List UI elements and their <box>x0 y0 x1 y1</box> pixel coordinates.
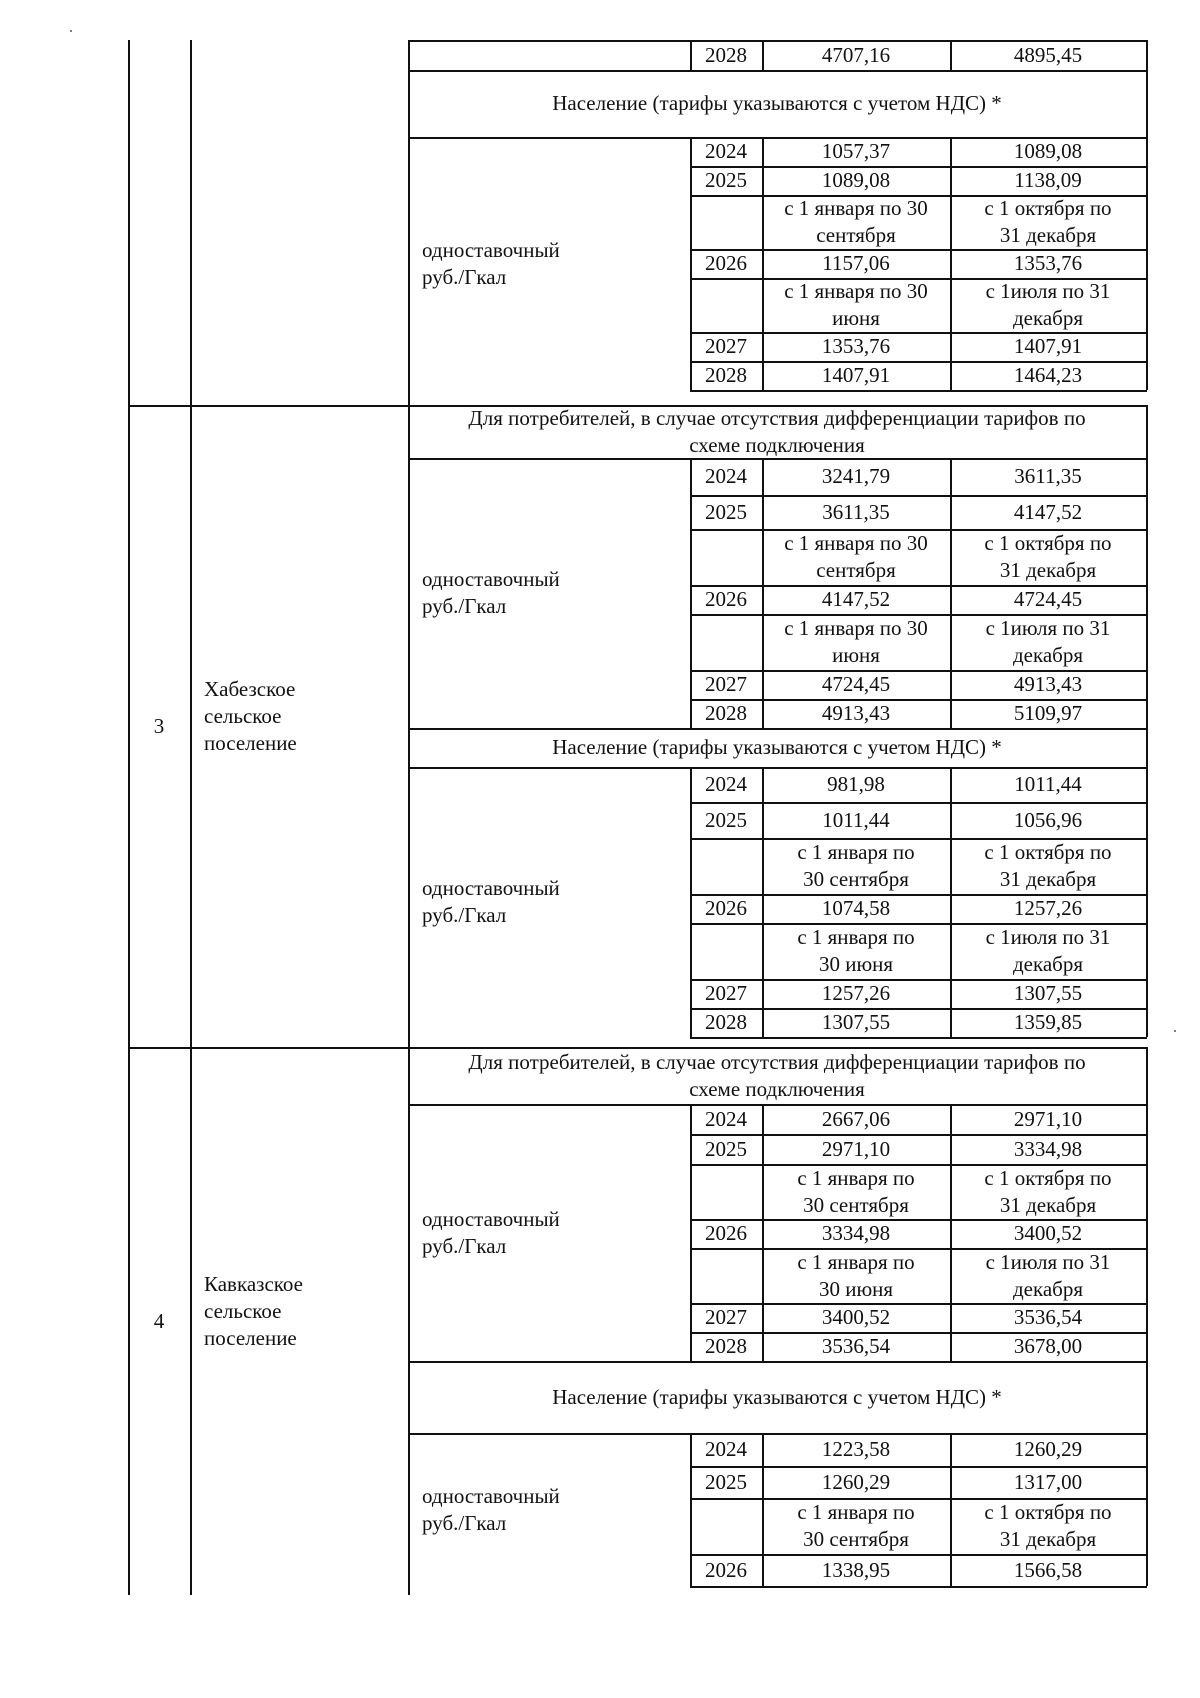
table-border <box>1146 728 1148 1037</box>
section-header: Для потребителей, в случае отсутствия дифференциации тарифов по схеме подключения <box>468 405 1086 457</box>
table-border <box>690 1586 1147 1588</box>
table-border <box>762 767 764 1037</box>
tariff-value-second-half: 4724,45 <box>1013 587 1083 611</box>
tariff-value-first-half: с 1 января по 30 сентября <box>797 1500 915 1551</box>
tariff-value-second-half: 2971,10 <box>1013 1106 1083 1131</box>
tariff-value-second-half: 3536,54 <box>1013 1305 1083 1329</box>
tariff-value-second-half: 3334,98 <box>1013 1136 1083 1161</box>
tariff-value-first-half: с 1 января по 30 июня <box>784 616 928 667</box>
table-border <box>690 1037 1147 1039</box>
year-cell: 2028 <box>705 1334 747 1358</box>
table-border <box>408 1047 410 1595</box>
tariff-value-first-half: 1353,76 <box>821 334 891 358</box>
tariff-type-label: одноставочный руб./Гкал <box>422 1483 560 1535</box>
tariff-value-first-half: 3536,54 <box>821 1334 891 1358</box>
table-border <box>1146 1361 1148 1586</box>
tariff-value-second-half: 4913,43 <box>1013 672 1083 696</box>
table-border <box>190 40 192 405</box>
table-border <box>690 137 692 390</box>
settlement-name: Кавказское сельское поселение <box>204 1271 304 1350</box>
section-header: Население (тарифы указываются с учетом НДС) * <box>552 1384 1002 1409</box>
table-border <box>1146 70 1148 390</box>
tariff-value-first-half: 3334,98 <box>821 1221 891 1245</box>
year-cell: 2026 <box>705 896 747 920</box>
tariff-value-first-half: с 1 января по 30 сентября <box>797 840 915 891</box>
tariff-value-first-half: 2667,06 <box>821 1106 891 1131</box>
tariff-value-first-half: 1257,26 <box>821 981 891 1005</box>
tariff-value-second-half: 4895,45 <box>1013 42 1083 67</box>
section-header: Население (тарифы указываются с учетом НДС) * <box>552 735 1002 759</box>
year-cell: 2025 <box>705 1469 747 1494</box>
year-cell: 2027 <box>705 981 747 1005</box>
tariff-type-label: одноставочный руб./Гкал <box>422 1206 560 1258</box>
tariff-value-first-half: 1011,44 <box>822 807 890 832</box>
table-border <box>1146 405 1148 728</box>
tariff-value-second-half: 5109,97 <box>1013 701 1083 725</box>
tariff-type-label: одноставочный руб./Гкал <box>422 567 560 618</box>
table-border <box>690 390 1147 392</box>
tariff-value-first-half: 2971,10 <box>821 1136 891 1161</box>
table-border <box>950 1433 952 1586</box>
row-number: 3 <box>153 713 165 738</box>
tariff-value-first-half: 3611,35 <box>822 499 890 524</box>
year-cell: 2026 <box>705 587 747 611</box>
table-border <box>950 137 952 390</box>
tariff-value-second-half: 1317,00 <box>1013 1469 1083 1494</box>
tariff-value-first-half: 981,98 <box>827 772 885 796</box>
tariff-value-first-half: 1338,95 <box>821 1557 891 1582</box>
year-cell: 2024 <box>705 772 747 796</box>
tariff-value-second-half: 1566,58 <box>1013 1557 1083 1582</box>
year-cell: 2026 <box>705 1221 747 1245</box>
row-number: 4 <box>153 1308 165 1333</box>
tariff-value-first-half: 3241,79 <box>821 464 891 488</box>
tariff-value-first-half: 1089,08 <box>821 168 891 192</box>
tariff-value-second-half: 1464,23 <box>1013 363 1083 387</box>
tariff-value-second-half: с 1июля по 31 декабря <box>985 616 1111 667</box>
tariff-value-second-half: 1056,96 <box>1013 807 1083 832</box>
table-border <box>762 40 764 70</box>
tariff-value-first-half: с 1 января по 30 июня <box>797 925 915 976</box>
tariff-value-second-half: 1307,55 <box>1013 981 1083 1005</box>
tariff-value-second-half: 1011,44 <box>1014 772 1082 796</box>
tariff-value-first-half: 4707,16 <box>821 42 891 67</box>
tariff-value-second-half: с 1 октября по 31 декабря <box>984 1165 1112 1217</box>
table-border <box>762 1433 764 1586</box>
tariff-value-first-half: 1407,91 <box>821 363 891 387</box>
tariff-value-first-half: 3400,52 <box>821 1305 891 1329</box>
year-cell: 2026 <box>705 251 747 275</box>
tariff-value-first-half: с 1 января по 30 сентября <box>797 1165 915 1217</box>
tariff-value-first-half: с 1 января по 30 июня <box>797 1249 915 1301</box>
tariff-value-second-half: 4147,52 <box>1013 499 1083 524</box>
table-border <box>408 40 410 405</box>
tariff-value-second-half: 3611,35 <box>1014 464 1082 488</box>
tariff-value-first-half: 4147,52 <box>821 587 891 611</box>
tariff-value-second-half: 1359,85 <box>1013 1010 1083 1034</box>
year-cell: 2027 <box>705 334 747 358</box>
year-cell: 2028 <box>705 42 747 67</box>
table-border <box>690 767 692 1037</box>
section-header: Население (тарифы указываются с учетом НДС) * <box>552 91 1002 115</box>
tariff-value-second-half: с 1июля по 31 декабря <box>985 1249 1111 1301</box>
table-border <box>950 767 952 1037</box>
tariff-value-second-half: с 1 октября по 31 декабря <box>984 1500 1112 1551</box>
table-border <box>690 1104 692 1361</box>
tariff-type-label: одноставочный руб./Гкал <box>422 237 560 289</box>
tariff-value-second-half: с 1 октября по 31 декабря <box>984 531 1112 582</box>
table-border <box>128 405 409 407</box>
year-cell: 2024 <box>705 1437 747 1461</box>
tariff-value-second-half: с 1 октября по 31 декабря <box>984 196 1112 247</box>
tariff-value-second-half: с 1июля по 31 декабря <box>985 279 1111 330</box>
table-border <box>690 458 692 728</box>
year-cell: 2025 <box>705 499 747 524</box>
table-border <box>690 1433 692 1586</box>
scan-speck <box>1174 1030 1176 1032</box>
table-border <box>690 40 692 70</box>
table-border <box>190 1047 192 1595</box>
tariff-value-second-half: 1089,08 <box>1013 139 1083 163</box>
year-cell: 2025 <box>705 1136 747 1161</box>
tariff-value-first-half: 4913,43 <box>821 701 891 725</box>
tariff-value-second-half: 3400,52 <box>1013 1221 1083 1245</box>
table-border <box>190 405 192 1047</box>
tariff-value-second-half: 1260,29 <box>1013 1437 1083 1461</box>
table-border <box>950 458 952 728</box>
table-border <box>1146 40 1148 70</box>
scan-speck <box>70 30 72 32</box>
tariff-value-second-half: 1353,76 <box>1013 251 1083 275</box>
table-border <box>128 40 130 405</box>
year-cell: 2028 <box>705 1010 747 1034</box>
tariff-value-first-half: 1307,55 <box>821 1010 891 1034</box>
tariff-value-first-half: с 1 января по 30 июня <box>784 279 928 330</box>
table-border <box>762 137 764 390</box>
tariff-value-first-half: 1057,37 <box>821 139 891 163</box>
table-border <box>128 405 130 1047</box>
year-cell: 2025 <box>705 168 747 192</box>
table-border <box>128 1047 409 1049</box>
year-cell: 2028 <box>705 701 747 725</box>
table-border <box>1146 1047 1148 1361</box>
settlement-name: Хабезское сельское поселение <box>204 676 297 755</box>
year-cell: 2027 <box>705 1305 747 1329</box>
tariff-value-second-half: 1138,09 <box>1014 168 1082 192</box>
table-border <box>408 405 410 1047</box>
tariff-type-label: одноставочный руб./Гкал <box>422 876 560 927</box>
tariff-value-second-half: 1407,91 <box>1013 334 1083 358</box>
tariff-value-second-half: 3678,00 <box>1013 1334 1083 1358</box>
year-cell: 2028 <box>705 363 747 387</box>
table-border <box>128 1047 130 1595</box>
table-border <box>762 1104 764 1361</box>
tariff-value-second-half: с 1 октября по 31 декабря <box>984 840 1112 891</box>
section-header: Для потребителей, в случае отсутствия дифференциации тарифов по схеме подключения <box>468 1049 1086 1101</box>
tariff-value-first-half: с 1 января по 30 сентября <box>784 531 928 582</box>
tariff-value-second-half: с 1июля по 31 декабря <box>985 925 1111 976</box>
table-border <box>762 458 764 728</box>
tariff-value-first-half: 1260,29 <box>821 1469 891 1494</box>
year-cell: 2026 <box>705 1557 747 1582</box>
year-cell: 2027 <box>705 672 747 696</box>
year-cell: 2024 <box>705 464 747 488</box>
year-cell: 2025 <box>705 807 747 832</box>
table-border <box>950 40 952 70</box>
tariff-value-first-half: 4724,45 <box>821 672 891 696</box>
year-cell: 2024 <box>705 1106 747 1131</box>
tariff-value-first-half: 1074,58 <box>821 896 891 920</box>
tariff-value-first-half: 1157,06 <box>822 251 890 275</box>
table-border <box>950 1104 952 1361</box>
year-cell: 2024 <box>705 139 747 163</box>
tariff-value-first-half: 1223,58 <box>821 1437 891 1461</box>
tariff-value-second-half: 1257,26 <box>1013 896 1083 920</box>
tariff-value-first-half: с 1 января по 30 сентября <box>784 196 928 247</box>
